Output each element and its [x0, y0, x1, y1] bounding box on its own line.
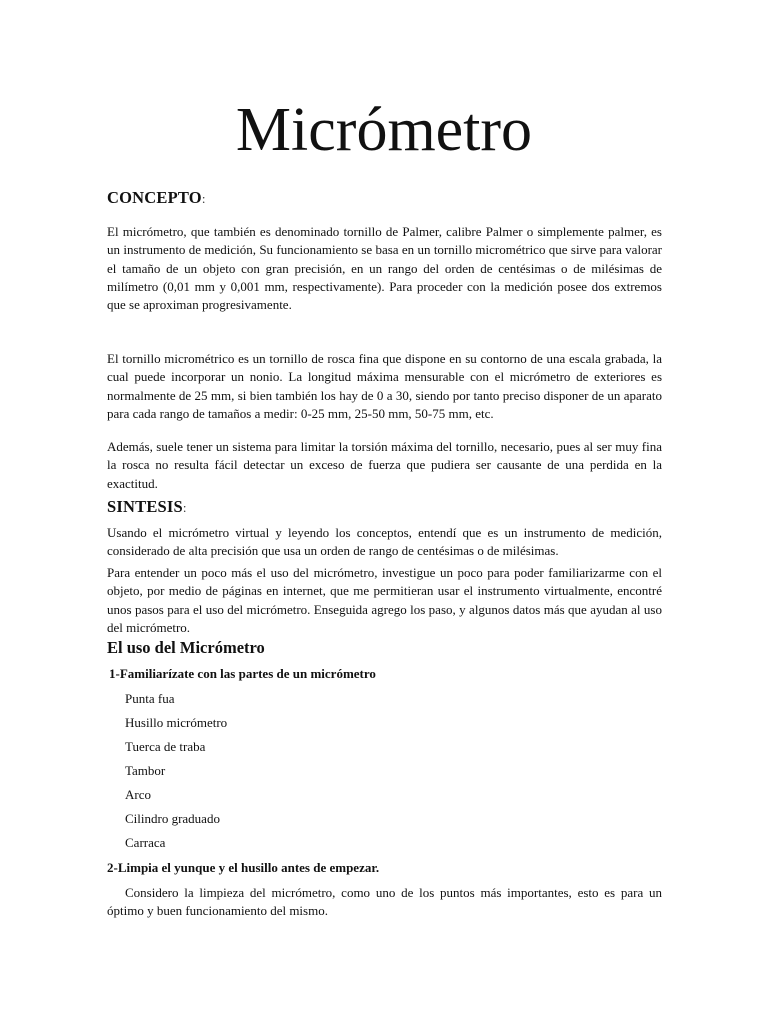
sintesis-heading: SINTESIS — [107, 497, 183, 516]
sintesis-paragraph-1: Usando el micrómetro virtual y leyendo los conceptos, entendí que es un instrumento de medición, considerado de alta precisión que usa un orden de rango de centésimas o de milésimas. — [107, 525, 662, 559]
sintesis-colon: : — [182, 500, 187, 515]
part-item: Tuerca de traba — [125, 739, 206, 754]
part-item: Arco — [125, 787, 151, 802]
concepto-paragraph-3: Además, suele tener un sistema para limitar la torsión máxima del tornillo, necesario, pues al ser muy fina la rosca no resulta fácil detectar un exceso de fuerza que pudiera ser causante de una perdida en la exactitud. — [107, 439, 662, 491]
concepto-heading-block — [107, 188, 206, 208]
sintesis-paragraph-2: Para entender un poco más el uso del micrómetro, investigue un poco para poder familiarizarme con el objeto, por medio de páginas en internet, que me permitieran usar el instrumento virtualmente, encontré unos pasos para el uso del micrómetro. Enseguida agrego los paso, y algunos datos más que ayudan al uso del micrómetro. — [107, 565, 662, 635]
step-1-heading: 1-Familiarízate con las partes de un micrómetro — [109, 666, 376, 681]
part-item: Punta fua — [125, 691, 175, 706]
uso-heading: El uso del Micrómetro — [107, 638, 265, 657]
part-item: Carraca — [125, 835, 166, 850]
concepto-colon: : — [201, 191, 206, 206]
step-2-heading: 2-Limpia el yunque y el husillo antes de empezar. — [107, 860, 380, 875]
step-2-paragraph: Considero la limpieza del micrómetro, como uno de los puntos más importantes, esto es para un óptimo y buen funcionamiento del mismo. — [107, 885, 662, 919]
sintesis-heading-block — [107, 497, 187, 517]
concepto-paragraph-1: El micrómetro, que también es denominado tornillo de Palmer, calibre Palmer o simplemente palmer, es un instrumento de medición, Su funcionamiento se basa en un tornillo micrométrico que sirve para valorar el tamaño de un objeto con gran precisión, en un rango del orden de centésimas o de milésimas de milímetro (0,01 mm y 0,001 mm, respectivamente). Para proceder con la medición posee dos extremos que se aproximan progresivamente. — [107, 224, 662, 313]
part-item: Husillo micrómetro — [125, 715, 228, 730]
part-item: Tambor — [125, 763, 166, 778]
concepto-heading: CONCEPTO — [107, 188, 202, 207]
concepto-paragraph-2: El tornillo micrométrico es un tornillo de rosca fina que dispone en su contorno de una escala grabada, la cual puede incorporar un nonio. La longitud máxima mensurable con el micrómetro de exteriores es normalmente de 25 mm, si bien también los hay de 0 a 30, siendo por tanto preciso disponer de un aparato para cada rango de tamaños a medir: 0-25 mm, 25-50 mm, 50-75 mm, etc. — [107, 351, 662, 421]
page-title: Micrómetro — [235, 96, 533, 164]
part-item: Cilindro graduado — [125, 811, 220, 826]
